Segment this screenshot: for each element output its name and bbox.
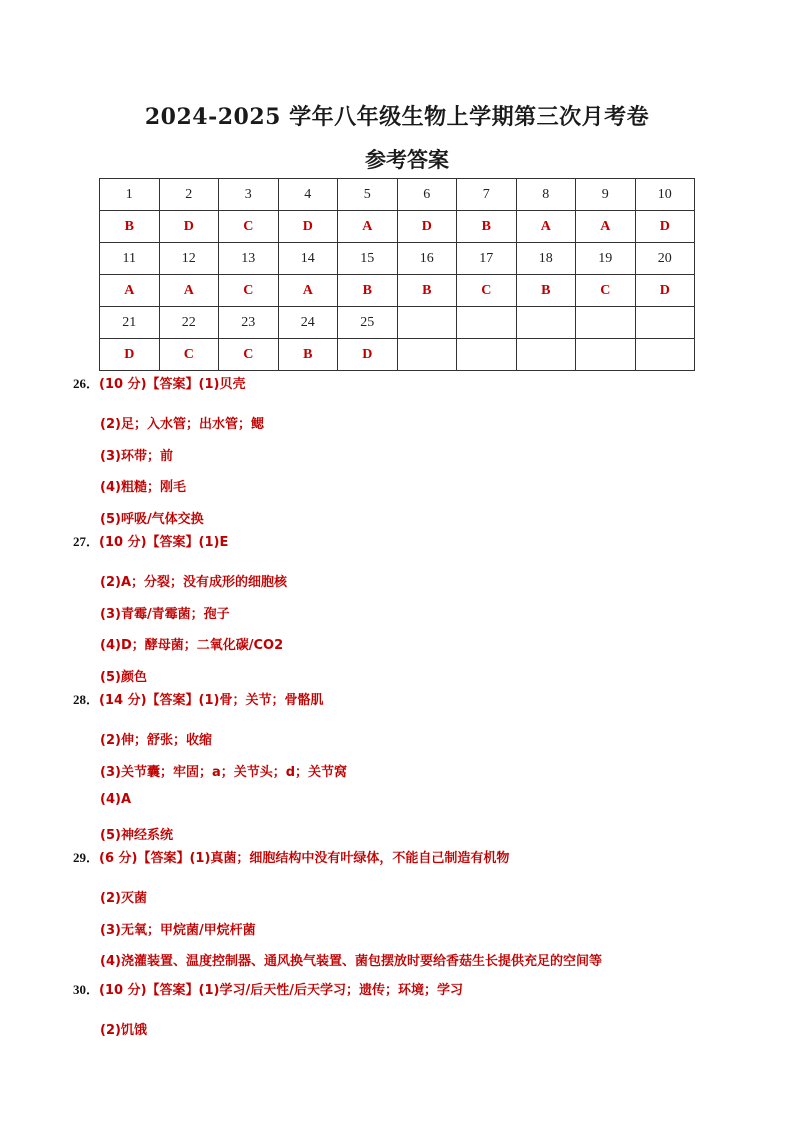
answer-letter-cell: A <box>338 211 398 243</box>
answer-line <box>100 1019 147 1038</box>
answer-text: E <box>219 535 229 550</box>
answer-letter-cell: D <box>635 275 695 307</box>
question-number-cell: 8 <box>516 179 576 211</box>
answer-line <box>100 666 147 685</box>
sub-question-label: (4) <box>100 480 121 495</box>
answer-text: 粗糙；刚毛 <box>120 480 186 495</box>
answer-text: 关节囊；牢固；a；关节头；d；关节窝 <box>120 764 348 780</box>
question-number-cell: 14 <box>278 243 338 275</box>
question-header <box>73 373 245 392</box>
question-number-cell: 2 <box>159 179 219 211</box>
answer-text: 足；入水管；出水管；鳃 <box>120 417 264 432</box>
answer-line <box>100 824 173 843</box>
sub-question-label: (1) <box>198 377 220 392</box>
sub-question-label: (2) <box>100 1023 121 1038</box>
answer-line <box>100 634 283 653</box>
question-number-cell: 24 <box>278 307 338 339</box>
answer-letter-cell: C <box>576 275 636 307</box>
answer-letter-cell: C <box>219 275 279 307</box>
answer-letter-cell: C <box>159 339 219 371</box>
answer-line <box>100 603 230 622</box>
sub-question-label: (2) <box>100 417 121 432</box>
question-number-cell: 19 <box>576 243 636 275</box>
question-header <box>73 847 509 866</box>
answer-letter-cell: A <box>159 275 219 307</box>
answer-letter-cell: C <box>219 211 279 243</box>
sub-question-label: (2) <box>100 891 121 906</box>
sub-question-label: (3) <box>100 764 121 780</box>
answer-text: 呼吸/气体交换 <box>120 511 204 527</box>
answer-text: 学习/后天性/后天学习；遗传；环境；学习 <box>219 983 463 998</box>
answer-text: 贝壳 <box>219 377 246 392</box>
answer-text: 青霉/青霉菌；孢子 <box>120 606 230 622</box>
answer-text: 伸；舒张；收缩 <box>120 733 212 748</box>
answer-line <box>100 887 147 906</box>
question-number-cell <box>576 307 636 339</box>
question-header <box>73 979 463 998</box>
answer-letter-cell <box>576 339 636 371</box>
sub-question-label: (1) <box>198 535 220 550</box>
sub-question-label: (4) <box>100 638 121 653</box>
answer-letter-cell: A <box>278 275 338 307</box>
answer-text: 环带；前 <box>120 448 173 464</box>
answer-letter-cell: D <box>635 211 695 243</box>
question-number: 26． <box>73 376 100 391</box>
question-number-cell: 15 <box>338 243 398 275</box>
answer-letter-cell: D <box>100 339 160 371</box>
score-label: (10 分)【答案】 <box>99 535 199 550</box>
score-label: (6 分)【答案】 <box>99 851 190 866</box>
answer-text: A；分裂；没有成形的细胞核 <box>120 575 287 590</box>
question-number: 27． <box>73 534 100 549</box>
answer-letter-cell: D <box>278 211 338 243</box>
answer-letter-cell <box>457 339 517 371</box>
sub-question-label: (5) <box>100 511 121 527</box>
answer-letter-cell <box>635 339 695 371</box>
answer-letter-cell: D <box>338 339 398 371</box>
sub-question-label: (5) <box>100 827 121 843</box>
answer-line <box>100 919 256 938</box>
score-label: (14 分)【答案】 <box>99 693 199 708</box>
question-number-cell: 17 <box>457 243 517 275</box>
sub-question-label: (3) <box>100 922 121 938</box>
answer-letter-cell: B <box>457 211 517 243</box>
question-number-cell: 16 <box>397 243 457 275</box>
sub-question-label: (2) <box>100 733 121 748</box>
score-label: (10 分)【答案】 <box>99 377 199 392</box>
answer-letter-cell: D <box>159 211 219 243</box>
question-number: 29． <box>73 850 100 865</box>
question-number-cell: 23 <box>219 307 279 339</box>
answer-text: 饥饿 <box>120 1023 147 1038</box>
answer-text: A <box>120 792 131 807</box>
answer-letter-cell: B <box>278 339 338 371</box>
question-header <box>73 689 323 708</box>
answer-text: D；酵母菌；二氧化碳/CO2 <box>120 638 284 653</box>
answer-text: 真菌；细胞结构中没有叶绿体，不能自己制造有机物 <box>210 851 510 866</box>
answer-line <box>100 571 287 590</box>
sub-question-label: (3) <box>100 606 121 622</box>
question-number-cell: 21 <box>100 307 160 339</box>
question-number-cell: 9 <box>576 179 636 211</box>
question-number-cell: 25 <box>338 307 398 339</box>
answer-letter-cell: B <box>516 275 576 307</box>
answer-letter-cell <box>516 339 576 371</box>
answer-line <box>100 445 173 464</box>
answer-letter-cell: B <box>338 275 398 307</box>
question-number-cell: 3 <box>219 179 279 211</box>
question-number-cell: 1 <box>100 179 160 211</box>
question-number-cell: 18 <box>516 243 576 275</box>
answer-letter-cell: A <box>100 275 160 307</box>
sub-question-label: (2) <box>100 575 121 590</box>
sub-question-label: (4) <box>100 792 121 807</box>
question-header <box>73 531 228 550</box>
answer-text: 颜色 <box>120 669 147 685</box>
answer-letter-cell: B <box>397 275 457 307</box>
answer-line <box>100 508 204 527</box>
sub-question-label: (1) <box>189 851 211 866</box>
question-number-cell: 5 <box>338 179 398 211</box>
question-number-cell: 12 <box>159 243 219 275</box>
answer-line <box>100 950 602 969</box>
answer-table <box>99 178 695 371</box>
question-number-cell <box>397 307 457 339</box>
answer-line <box>100 761 347 780</box>
sub-question-label: (5) <box>100 669 121 685</box>
answer-line <box>100 413 264 432</box>
question-number-cell: 20 <box>635 243 695 275</box>
table-row-numbers <box>100 243 695 275</box>
question-number-cell: 6 <box>397 179 457 211</box>
answer-line <box>100 729 212 748</box>
question-number-cell <box>635 307 695 339</box>
question-number-cell: 11 <box>100 243 160 275</box>
table-row-answers <box>100 339 695 371</box>
table-row-answers <box>100 275 695 307</box>
answer-letter-cell: A <box>516 211 576 243</box>
question-number-cell: 10 <box>635 179 695 211</box>
answer-letter-cell: C <box>457 275 517 307</box>
answer-line <box>100 792 131 807</box>
question-number: 28． <box>73 692 100 707</box>
question-number-cell: 22 <box>159 307 219 339</box>
sub-question-label: (3) <box>100 448 121 464</box>
question-number-cell <box>516 307 576 339</box>
sub-question-label: (1) <box>198 983 220 998</box>
question-number-cell: 13 <box>219 243 279 275</box>
table-row-numbers <box>100 179 695 211</box>
page-subtitle: 参考答案 <box>365 148 449 172</box>
answer-text: 浇灌装置、温度控制器、通风换气装置、菌包摆放时要给香菇生长提供充足的空间等 <box>120 954 602 969</box>
answer-text: 无氧；甲烷菌/甲烷杆菌 <box>120 922 256 938</box>
answer-text: 灭菌 <box>120 891 147 906</box>
sub-question-label: (4) <box>100 954 121 969</box>
answer-line <box>100 476 186 495</box>
table-row-answers <box>100 211 695 243</box>
answer-letter-cell: C <box>219 339 279 371</box>
answer-letter-cell: D <box>397 211 457 243</box>
answer-letter-cell: A <box>576 211 636 243</box>
table-row-numbers <box>100 307 695 339</box>
question-number-cell: 4 <box>278 179 338 211</box>
question-number: 30． <box>73 982 100 997</box>
score-label: (10 分)【答案】 <box>99 983 199 998</box>
question-number-cell: 7 <box>457 179 517 211</box>
question-number-cell <box>457 307 517 339</box>
page-title: 2024-2025 学年八年级生物上学期第三次月考卷 <box>144 104 650 130</box>
answer-text: 骨；关节；骨骼肌 <box>219 693 324 708</box>
answer-letter-cell: B <box>100 211 160 243</box>
answer-text: 神经系统 <box>120 827 173 843</box>
sub-question-label: (1) <box>198 693 220 708</box>
answer-letter-cell <box>397 339 457 371</box>
